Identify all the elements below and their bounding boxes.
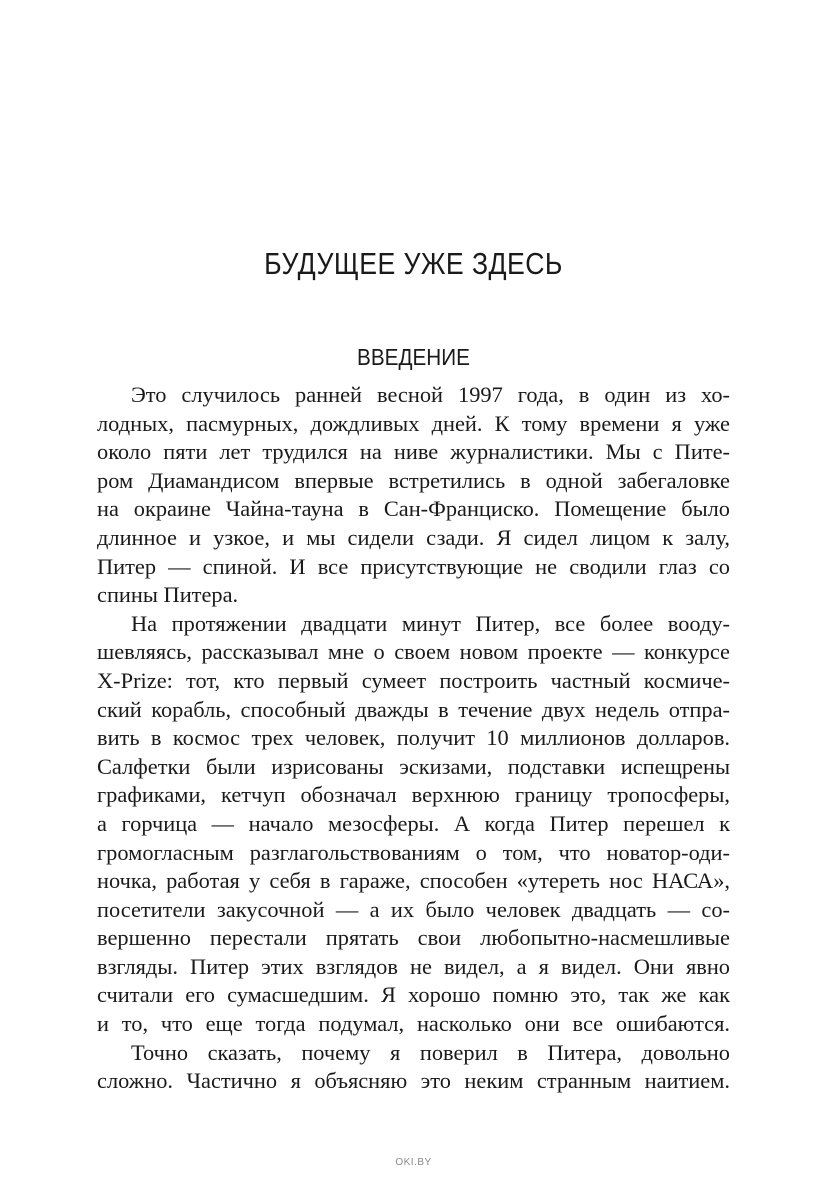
text-line: взгляды. Питер этих взглядов не видел, а я видел. Они явно [97,953,730,979]
text-line: вершенно перестали прятать свои любопытно-насмешливые [97,925,730,951]
text-line: спины Питера. [97,582,239,608]
text-line: графиками, кетчуп обозначал верхнюю границу тропосферы, [97,782,730,808]
text-line: шевляясь, рассказывал мне о своем новом проекте — конкурсе [97,639,730,665]
paragraph-2 [97,610,730,1039]
text-line: Салфетки были изрисованы эскизами, подставки испещрены [97,753,730,779]
text-line: длинное и узкое, и мы сидели сзади. Я сидел лицом к залу, [97,524,730,550]
text-line: громогласным разглагольствованиям о том, что новатор-оди- [97,839,730,865]
text-line: Питер — спиной. И все присутствующие не сводили глаз со [97,553,730,579]
text-line: ночка, работая у себя в гараже, способен «утереть нос НАСА», [97,868,730,894]
text-line: лодных, пасмурных, дождливых дней. К тому времени я уже [97,410,730,436]
text-line: Это случилось ранней весной 1997 года, в один из хо- [131,382,730,407]
text-line: а горчица — начало мезосферы. А когда Питер перешел к [97,810,730,836]
section-title: ВВЕДЕНИЕ [357,344,470,370]
chapter-title: БУДУЩЕЕ УЖЕ ЗДЕСЬ [264,246,563,281]
text-line: на окраине Чайна-тауна в Сан-Франциско. Помещение было [97,496,730,522]
paragraph-1 [97,381,730,610]
text-line: На протяжении двадцати минут Питер, все более вооду- [131,610,730,636]
watermark: OKI.BY [395,1157,432,1168]
paragraph-3 [97,1039,730,1096]
text-line: ский корабль, способный дважды в течение двух недель отпра- [97,696,730,722]
text-line: X-Prize: тот, кто первый сумеет построить частный космиче- [97,667,730,693]
text-line: Точно сказать, почему я поверил в Питера, довольно [131,1039,730,1065]
text-line: считали его сумасшедшим. Я хорошо помню это, так же как [97,982,730,1008]
text-line: вить в космос трех человек, получит 10 миллионов долларов. [97,725,730,751]
body-text [97,381,730,1096]
text-line: и то, что еще тогда подумал, насколько они все ошибаются. [97,1011,730,1037]
text-line: сложно. Частично я объясняю это неким странным наитием. [97,1068,730,1094]
text-line: посетители закусочной — а их было человек двадцать — со- [97,896,730,922]
text-line: ром Диамандисом впервые встретились в одной забегаловке [97,467,730,493]
text-line: около пяти лет трудился на ниве журналистики. Мы с Пите- [97,439,730,465]
